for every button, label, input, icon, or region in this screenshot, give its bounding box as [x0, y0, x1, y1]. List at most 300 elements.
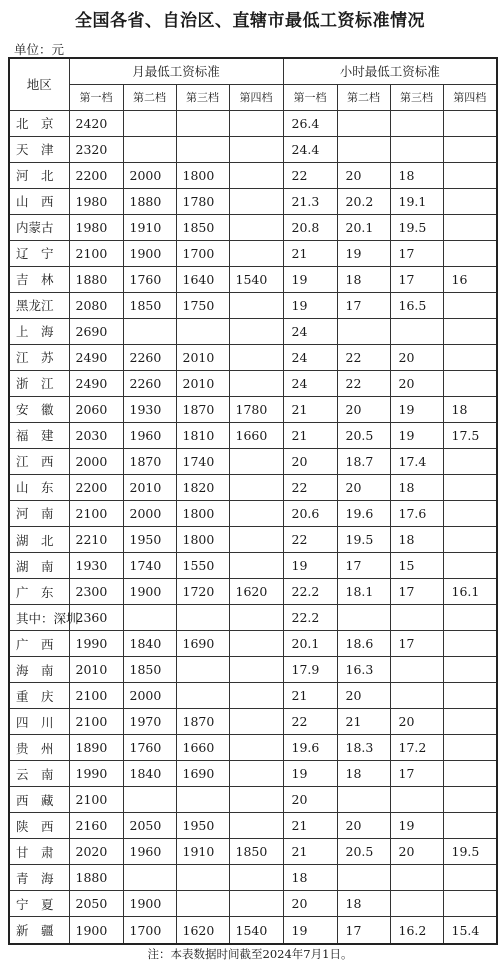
table-row	[9, 370, 497, 396]
hourly-tier-4-cell	[443, 318, 497, 344]
monthly-tier-1-cell: 1990	[69, 761, 123, 787]
monthly-tier-1-cell: 2100	[69, 500, 123, 526]
region-cell: 湖 南	[9, 553, 69, 579]
monthly-tier-2-cell: 1930	[123, 396, 176, 422]
monthly-tier-2-cell: 2010	[123, 474, 176, 500]
monthly-tier-4-cell	[229, 605, 283, 631]
monthly-tier-4-cell	[229, 318, 283, 344]
hourly-tier-2-cell: 20	[337, 813, 390, 839]
hourly-tier-1-cell: 20.1	[283, 631, 337, 657]
header-monthly-tier-2: 第二档	[123, 84, 176, 110]
monthly-tier-3-cell: 1640	[176, 266, 229, 292]
monthly-tier-3-cell: 2010	[176, 370, 229, 396]
monthly-tier-4-cell: 1660	[229, 422, 283, 448]
monthly-tier-2-cell: 1960	[123, 422, 176, 448]
monthly-tier-4-cell: 1850	[229, 839, 283, 865]
table-row	[9, 605, 497, 631]
monthly-tier-3-cell	[176, 683, 229, 709]
monthly-tier-2-cell: 1840	[123, 631, 176, 657]
monthly-tier-2-cell: 2260	[123, 370, 176, 396]
header-hourly-tier-2: 第二档	[337, 84, 390, 110]
region-cell: 广 西	[9, 631, 69, 657]
hourly-tier-1-cell: 22	[283, 709, 337, 735]
monthly-tier-1-cell: 2300	[69, 579, 123, 605]
monthly-tier-4-cell	[229, 292, 283, 318]
monthly-tier-2-cell: 2000	[123, 162, 176, 188]
monthly-tier-4-cell	[229, 657, 283, 683]
table-row	[9, 657, 497, 683]
monthly-tier-2-cell	[123, 787, 176, 813]
hourly-tier-2-cell: 19	[337, 240, 390, 266]
hourly-tier-2-cell: 20.5	[337, 839, 390, 865]
monthly-tier-4-cell	[229, 370, 283, 396]
table-row	[9, 500, 497, 526]
hourly-tier-2-cell: 18.3	[337, 735, 390, 761]
hourly-tier-4-cell	[443, 527, 497, 553]
monthly-tier-4-cell: 1620	[229, 579, 283, 605]
hourly-tier-1-cell: 20.6	[283, 500, 337, 526]
monthly-tier-3-cell	[176, 865, 229, 891]
hourly-tier-2-cell: 19.5	[337, 527, 390, 553]
monthly-tier-1-cell: 2000	[69, 448, 123, 474]
hourly-tier-4-cell	[443, 787, 497, 813]
monthly-tier-4-cell	[229, 865, 283, 891]
monthly-tier-2-cell: 1950	[123, 527, 176, 553]
monthly-tier-1-cell: 2100	[69, 683, 123, 709]
monthly-tier-4-cell	[229, 813, 283, 839]
table-row	[9, 787, 497, 813]
monthly-tier-1-cell: 2100	[69, 240, 123, 266]
hourly-tier-1-cell: 18	[283, 865, 337, 891]
monthly-tier-3-cell	[176, 318, 229, 344]
monthly-tier-3-cell: 1820	[176, 474, 229, 500]
region-cell: 青 海	[9, 865, 69, 891]
region-cell: 福 建	[9, 422, 69, 448]
hourly-tier-3-cell: 17	[390, 240, 443, 266]
hourly-tier-4-cell: 15.4	[443, 917, 497, 944]
hourly-tier-3-cell	[390, 318, 443, 344]
table-row	[9, 527, 497, 553]
monthly-tier-2-cell: 1840	[123, 761, 176, 787]
monthly-tier-3-cell: 1690	[176, 761, 229, 787]
hourly-tier-4-cell	[443, 110, 497, 136]
hourly-tier-1-cell: 21	[283, 422, 337, 448]
monthly-tier-3-cell: 1800	[176, 162, 229, 188]
hourly-tier-3-cell	[390, 657, 443, 683]
hourly-tier-1-cell: 24	[283, 318, 337, 344]
monthly-tier-3-cell	[176, 605, 229, 631]
hourly-tier-4-cell	[443, 136, 497, 162]
monthly-tier-3-cell: 1690	[176, 631, 229, 657]
hourly-tier-3-cell	[390, 865, 443, 891]
region-cell: 山 东	[9, 474, 69, 500]
hourly-tier-2-cell: 18.6	[337, 631, 390, 657]
hourly-tier-2-cell: 18	[337, 761, 390, 787]
hourly-tier-1-cell: 21	[283, 240, 337, 266]
region-cell: 新 疆	[9, 917, 69, 944]
hourly-tier-3-cell: 17.2	[390, 735, 443, 761]
hourly-tier-3-cell: 19	[390, 813, 443, 839]
monthly-tier-4-cell	[229, 709, 283, 735]
hourly-tier-1-cell: 17.9	[283, 657, 337, 683]
hourly-tier-4-cell: 16	[443, 266, 497, 292]
hourly-tier-4-cell: 17.5	[443, 422, 497, 448]
monthly-tier-3-cell	[176, 136, 229, 162]
table-row	[9, 162, 497, 188]
hourly-tier-3-cell: 17	[390, 266, 443, 292]
monthly-tier-4-cell	[229, 787, 283, 813]
monthly-tier-1-cell: 2690	[69, 318, 123, 344]
footnote: 注：本表数据时间截至2024年7月1日。	[147, 947, 353, 961]
table-row	[9, 891, 497, 917]
hourly-tier-1-cell: 26.4	[283, 110, 337, 136]
hourly-tier-2-cell	[337, 136, 390, 162]
table-row	[9, 292, 497, 318]
hourly-tier-1-cell: 24	[283, 370, 337, 396]
monthly-tier-1-cell: 1890	[69, 735, 123, 761]
monthly-tier-2-cell	[123, 110, 176, 136]
hourly-tier-1-cell: 19	[283, 917, 337, 944]
hourly-tier-2-cell: 17	[337, 553, 390, 579]
hourly-tier-4-cell	[443, 891, 497, 917]
monthly-tier-2-cell: 1970	[123, 709, 176, 735]
hourly-tier-3-cell: 19	[390, 396, 443, 422]
table-row	[9, 865, 497, 891]
monthly-tier-3-cell: 1620	[176, 917, 229, 944]
hourly-tier-4-cell	[443, 292, 497, 318]
table-row	[9, 110, 497, 136]
hourly-tier-1-cell: 22.2	[283, 579, 337, 605]
hourly-tier-1-cell: 24	[283, 344, 337, 370]
monthly-tier-2-cell: 2260	[123, 344, 176, 370]
table-row	[9, 917, 497, 944]
monthly-tier-4-cell	[229, 448, 283, 474]
hourly-tier-3-cell: 20	[390, 709, 443, 735]
monthly-tier-4-cell	[229, 631, 283, 657]
hourly-tier-1-cell: 19	[283, 292, 337, 318]
monthly-tier-3-cell	[176, 787, 229, 813]
page-title: 全国各省、自治区、直辖市最低工资标准情况	[75, 11, 425, 31]
hourly-tier-1-cell: 19.6	[283, 735, 337, 761]
hourly-tier-3-cell: 17	[390, 761, 443, 787]
hourly-tier-3-cell: 20	[390, 839, 443, 865]
region-cell: 河 南	[9, 500, 69, 526]
monthly-tier-4-cell	[229, 214, 283, 240]
monthly-tier-1-cell: 2200	[69, 162, 123, 188]
monthly-tier-2-cell: 1900	[123, 240, 176, 266]
monthly-tier-2-cell	[123, 605, 176, 631]
hourly-tier-3-cell: 15	[390, 553, 443, 579]
monthly-tier-1-cell: 2080	[69, 292, 123, 318]
region-cell: 湖 北	[9, 527, 69, 553]
hourly-tier-4-cell	[443, 605, 497, 631]
monthly-tier-1-cell: 2360	[69, 605, 123, 631]
region-cell: 吉 林	[9, 266, 69, 292]
hourly-tier-4-cell: 16.1	[443, 579, 497, 605]
monthly-tier-3-cell: 2010	[176, 344, 229, 370]
hourly-tier-3-cell: 19	[390, 422, 443, 448]
monthly-tier-3-cell: 1800	[176, 527, 229, 553]
monthly-tier-2-cell	[123, 318, 176, 344]
hourly-tier-2-cell: 21	[337, 709, 390, 735]
hourly-tier-3-cell: 18	[390, 162, 443, 188]
monthly-tier-3-cell: 1870	[176, 396, 229, 422]
region-cell: 河 北	[9, 162, 69, 188]
monthly-tier-1-cell: 2020	[69, 839, 123, 865]
hourly-tier-1-cell: 24.4	[283, 136, 337, 162]
monthly-tier-4-cell	[229, 136, 283, 162]
region-cell: 西 藏	[9, 787, 69, 813]
hourly-tier-2-cell: 20	[337, 474, 390, 500]
monthly-tier-2-cell: 1760	[123, 266, 176, 292]
region-cell: 浙 江	[9, 370, 69, 396]
monthly-tier-4-cell	[229, 344, 283, 370]
table-row	[9, 396, 497, 422]
hourly-tier-4-cell: 19.5	[443, 839, 497, 865]
hourly-tier-3-cell: 19.5	[390, 214, 443, 240]
hourly-tier-1-cell: 20	[283, 787, 337, 813]
table-body	[9, 110, 497, 944]
hourly-tier-1-cell: 22	[283, 527, 337, 553]
hourly-tier-4-cell	[443, 214, 497, 240]
monthly-tier-3-cell	[176, 657, 229, 683]
region-cell: 云 南	[9, 761, 69, 787]
monthly-tier-1-cell: 1980	[69, 214, 123, 240]
header-monthly-tier-3: 第三档	[176, 84, 229, 110]
hourly-tier-4-cell	[443, 448, 497, 474]
monthly-tier-2-cell	[123, 865, 176, 891]
hourly-tier-4-cell	[443, 683, 497, 709]
hourly-tier-3-cell: 19.1	[390, 188, 443, 214]
monthly-tier-1-cell: 2160	[69, 813, 123, 839]
table-row	[9, 188, 497, 214]
region-cell: 黑龙江	[9, 292, 69, 318]
monthly-tier-2-cell: 1910	[123, 214, 176, 240]
monthly-tier-2-cell: 1850	[123, 657, 176, 683]
region-cell: 海 南	[9, 657, 69, 683]
hourly-tier-4-cell	[443, 474, 497, 500]
hourly-tier-1-cell: 20	[283, 891, 337, 917]
hourly-tier-2-cell: 20.5	[337, 422, 390, 448]
monthly-tier-3-cell: 1740	[176, 448, 229, 474]
hourly-tier-2-cell: 18	[337, 266, 390, 292]
hourly-tier-4-cell: 18	[443, 396, 497, 422]
table-row	[9, 709, 497, 735]
hourly-tier-2-cell: 20	[337, 683, 390, 709]
monthly-tier-4-cell	[229, 891, 283, 917]
table-row	[9, 631, 497, 657]
hourly-tier-2-cell: 22	[337, 344, 390, 370]
monthly-tier-3-cell: 1660	[176, 735, 229, 761]
monthly-tier-3-cell: 1700	[176, 240, 229, 266]
monthly-tier-3-cell: 1850	[176, 214, 229, 240]
hourly-tier-2-cell: 22	[337, 370, 390, 396]
monthly-tier-2-cell: 1760	[123, 735, 176, 761]
monthly-tier-1-cell: 1880	[69, 865, 123, 891]
monthly-tier-1-cell: 1930	[69, 553, 123, 579]
monthly-tier-4-cell: 1780	[229, 396, 283, 422]
hourly-tier-2-cell: 20.1	[337, 214, 390, 240]
monthly-tier-1-cell: 2320	[69, 136, 123, 162]
monthly-tier-1-cell: 2010	[69, 657, 123, 683]
hourly-tier-2-cell: 20	[337, 162, 390, 188]
monthly-tier-3-cell: 1800	[176, 500, 229, 526]
hourly-tier-3-cell: 20	[390, 370, 443, 396]
monthly-tier-4-cell	[229, 474, 283, 500]
region-cell: 其中：深圳	[9, 605, 69, 631]
table-row	[9, 474, 497, 500]
monthly-tier-2-cell: 1700	[123, 917, 176, 944]
table-row	[9, 214, 497, 240]
monthly-tier-2-cell: 1850	[123, 292, 176, 318]
hourly-tier-1-cell: 21	[283, 683, 337, 709]
monthly-tier-3-cell: 1750	[176, 292, 229, 318]
header-hourly-tier-3: 第三档	[390, 84, 443, 110]
table-row	[9, 266, 497, 292]
hourly-tier-4-cell	[443, 813, 497, 839]
hourly-tier-4-cell	[443, 657, 497, 683]
monthly-tier-2-cell	[123, 136, 176, 162]
monthly-tier-4-cell	[229, 735, 283, 761]
monthly-tier-2-cell: 1740	[123, 553, 176, 579]
region-cell: 陕 西	[9, 813, 69, 839]
hourly-tier-1-cell: 21	[283, 396, 337, 422]
hourly-tier-2-cell: 18.7	[337, 448, 390, 474]
monthly-tier-2-cell: 2000	[123, 500, 176, 526]
monthly-tier-1-cell: 2100	[69, 709, 123, 735]
region-cell: 重 庆	[9, 683, 69, 709]
monthly-tier-4-cell	[229, 527, 283, 553]
header-hourly-tier-4: 第四档	[443, 84, 497, 110]
monthly-tier-1-cell: 1880	[69, 266, 123, 292]
monthly-tier-1-cell: 2100	[69, 787, 123, 813]
region-cell: 山 西	[9, 188, 69, 214]
hourly-tier-4-cell	[443, 344, 497, 370]
monthly-tier-3-cell	[176, 891, 229, 917]
hourly-tier-1-cell: 22	[283, 474, 337, 500]
monthly-tier-4-cell	[229, 500, 283, 526]
monthly-tier-3-cell	[176, 110, 229, 136]
monthly-tier-3-cell: 1910	[176, 839, 229, 865]
table-row	[9, 422, 497, 448]
hourly-tier-3-cell	[390, 136, 443, 162]
hourly-tier-2-cell: 17	[337, 292, 390, 318]
hourly-tier-1-cell: 19	[283, 553, 337, 579]
table-row	[9, 683, 497, 709]
hourly-tier-4-cell	[443, 709, 497, 735]
hourly-tier-2-cell: 20	[337, 396, 390, 422]
min-wage-table	[8, 57, 498, 945]
hourly-tier-3-cell: 16.2	[390, 917, 443, 944]
table-row	[9, 136, 497, 162]
hourly-tier-4-cell	[443, 188, 497, 214]
hourly-tier-2-cell: 18	[337, 891, 390, 917]
header-region: 地区	[9, 58, 69, 110]
monthly-tier-4-cell: 1540	[229, 266, 283, 292]
hourly-tier-4-cell	[443, 162, 497, 188]
monthly-tier-1-cell: 2050	[69, 891, 123, 917]
hourly-tier-1-cell: 19	[283, 761, 337, 787]
hourly-tier-3-cell: 18	[390, 527, 443, 553]
hourly-tier-3-cell	[390, 605, 443, 631]
monthly-tier-4-cell	[229, 553, 283, 579]
hourly-tier-2-cell: 20.2	[337, 188, 390, 214]
region-cell: 江 苏	[9, 344, 69, 370]
monthly-tier-1-cell: 1990	[69, 631, 123, 657]
hourly-tier-3-cell	[390, 110, 443, 136]
region-cell: 天 津	[9, 136, 69, 162]
table-row	[9, 448, 497, 474]
monthly-tier-1-cell: 2060	[69, 396, 123, 422]
hourly-tier-3-cell: 17.4	[390, 448, 443, 474]
hourly-tier-1-cell: 19	[283, 266, 337, 292]
hourly-tier-3-cell	[390, 787, 443, 813]
monthly-tier-4-cell	[229, 188, 283, 214]
monthly-tier-4-cell	[229, 162, 283, 188]
hourly-tier-1-cell: 22	[283, 162, 337, 188]
table-row	[9, 344, 497, 370]
hourly-tier-2-cell: 17	[337, 917, 390, 944]
hourly-tier-4-cell	[443, 553, 497, 579]
monthly-tier-1-cell: 2210	[69, 527, 123, 553]
monthly-tier-4-cell	[229, 761, 283, 787]
monthly-tier-4-cell	[229, 110, 283, 136]
hourly-tier-1-cell: 22.2	[283, 605, 337, 631]
monthly-tier-1-cell: 2030	[69, 422, 123, 448]
table-row	[9, 839, 497, 865]
monthly-tier-4-cell	[229, 683, 283, 709]
monthly-tier-2-cell: 1900	[123, 891, 176, 917]
hourly-tier-2-cell: 16.3	[337, 657, 390, 683]
hourly-tier-3-cell	[390, 891, 443, 917]
hourly-tier-4-cell	[443, 240, 497, 266]
hourly-tier-3-cell: 16.5	[390, 292, 443, 318]
monthly-tier-2-cell: 2050	[123, 813, 176, 839]
region-cell: 四 川	[9, 709, 69, 735]
monthly-tier-2-cell: 1900	[123, 579, 176, 605]
table-row	[9, 813, 497, 839]
unit-label: 单位：元	[14, 42, 65, 57]
hourly-tier-2-cell	[337, 318, 390, 344]
hourly-tier-2-cell	[337, 865, 390, 891]
hourly-tier-3-cell: 17	[390, 579, 443, 605]
region-cell: 江 西	[9, 448, 69, 474]
monthly-tier-3-cell: 1780	[176, 188, 229, 214]
hourly-tier-2-cell	[337, 605, 390, 631]
monthly-tier-4-cell: 1540	[229, 917, 283, 944]
region-cell: 内蒙古	[9, 214, 69, 240]
hourly-tier-2-cell	[337, 110, 390, 136]
monthly-tier-1-cell: 2200	[69, 474, 123, 500]
region-cell: 上 海	[9, 318, 69, 344]
table-row	[9, 579, 497, 605]
hourly-tier-4-cell	[443, 631, 497, 657]
hourly-tier-2-cell	[337, 787, 390, 813]
header-monthly-tier-1: 第一档	[69, 84, 123, 110]
monthly-tier-2-cell: 1960	[123, 839, 176, 865]
hourly-tier-3-cell	[390, 683, 443, 709]
hourly-tier-4-cell	[443, 370, 497, 396]
hourly-tier-3-cell: 17	[390, 631, 443, 657]
monthly-tier-1-cell: 1900	[69, 917, 123, 944]
table-row	[9, 240, 497, 266]
hourly-tier-1-cell: 20.8	[283, 214, 337, 240]
header-hourly-group: 小时最低工资标准	[283, 58, 497, 84]
region-cell: 甘 肃	[9, 839, 69, 865]
monthly-tier-3-cell: 1950	[176, 813, 229, 839]
region-cell: 北 京	[9, 110, 69, 136]
region-cell: 广 东	[9, 579, 69, 605]
